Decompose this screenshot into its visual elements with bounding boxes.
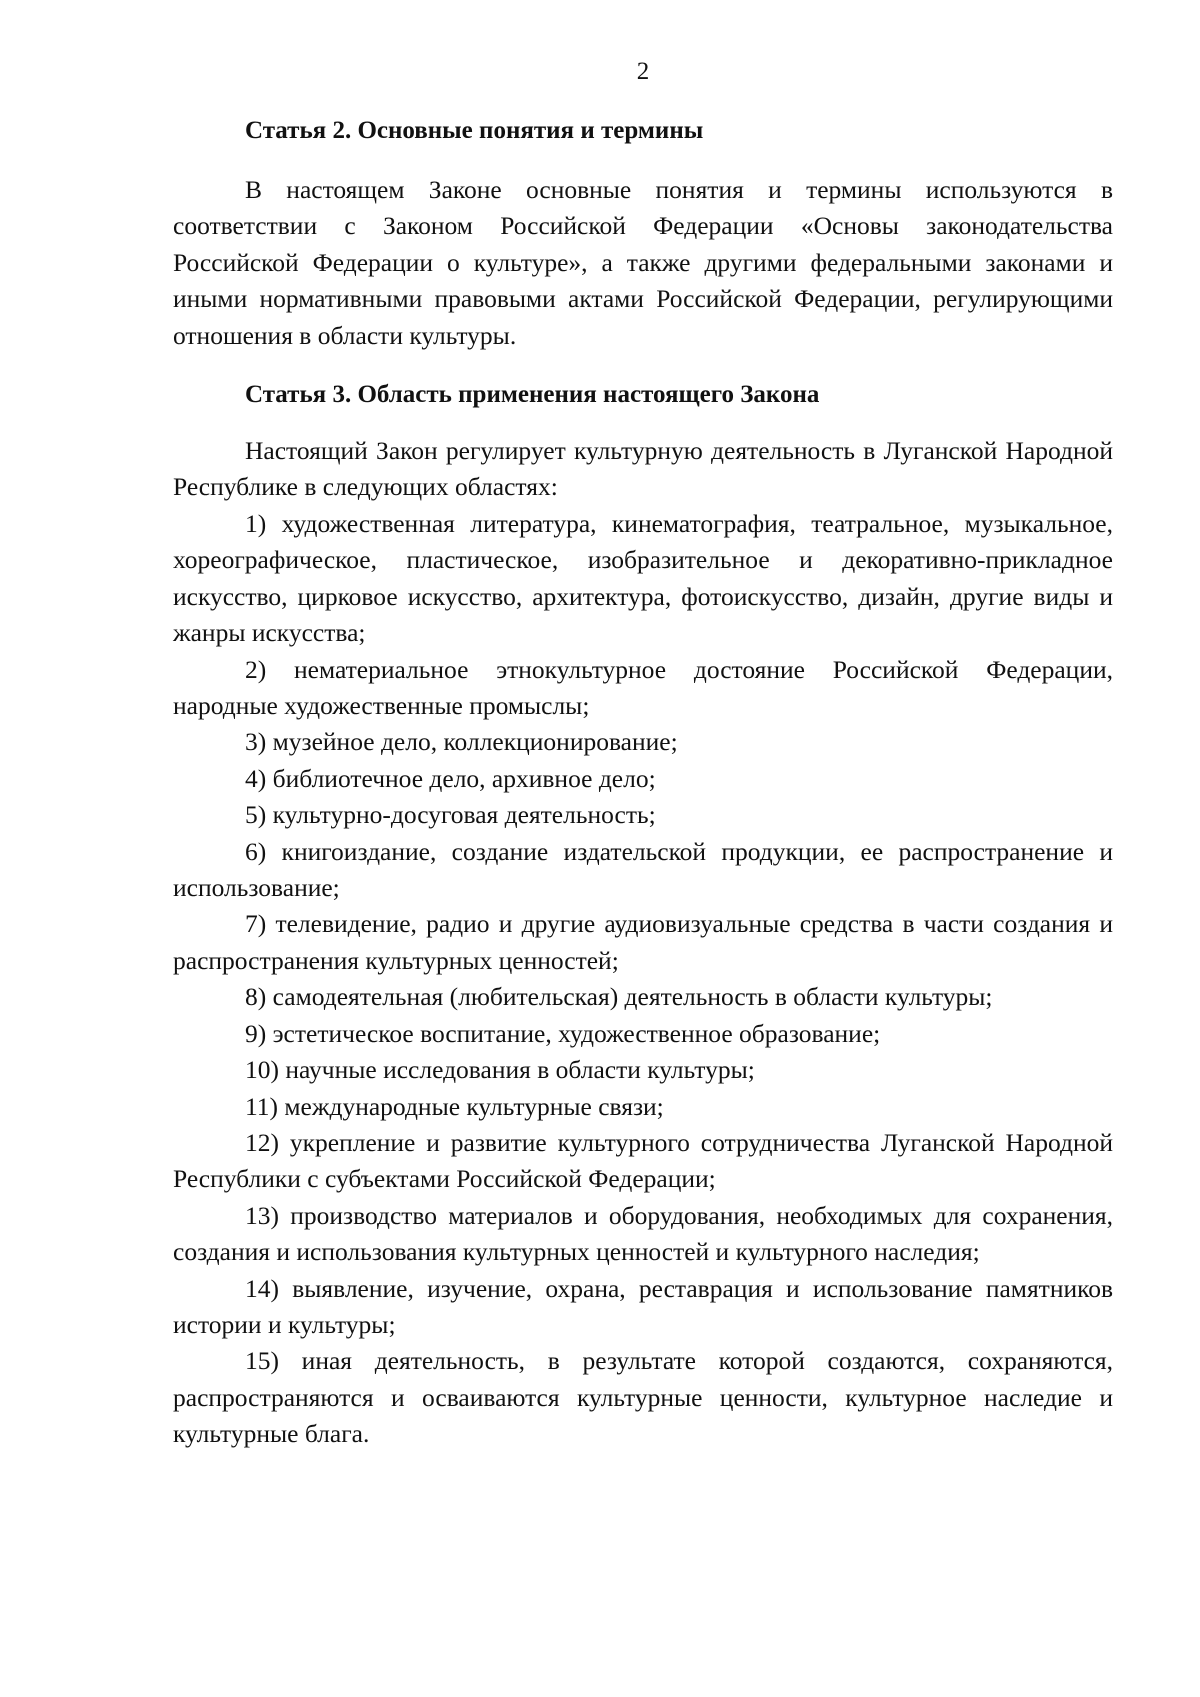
article-2-heading: Статья 2. Основные понятия и термины xyxy=(245,117,704,144)
list-item-10: 10) научные исследования в области культуры; xyxy=(245,1055,755,1085)
list-item-4: 4) библиотечное дело, архивное дело; xyxy=(245,763,656,793)
list-item-5: 5) культурно-досуговая деятельность; xyxy=(245,800,656,830)
list-item-2: 2) нематериальное этнокультурное достояние Российской Федерации, народные художественные промыслы; xyxy=(173,654,1113,721)
list-item-1: 1) художественная литература, кинематография, театральное, музыкальное, хореографическое, пластическое, изобразительное и декоративно-прикладное искусство, цирковое искусство, архитектура, фотоискусство, дизайн, другие виды и жанры искусства; xyxy=(173,509,1113,648)
article-3-heading: Статья 3. Область применения настоящего Закона xyxy=(245,381,820,408)
list-item-9: 9) эстетическое воспитание, художественное образование; xyxy=(245,1018,881,1048)
list-item-14: 14) выявление, изучение, охрана, реставрация и использование памятников истории и культуры; xyxy=(173,1273,1113,1339)
article-3-list xyxy=(173,506,1113,1453)
list-item-13: 13) производство материалов и оборудования, необходимых для сохранения, создания и использования культурных ценностей и культурного наследия; xyxy=(173,1200,1113,1267)
article-2-text: В настоящем Законе основные понятия и термины используются в соответствии с Законом Российской Федерации «Основы законодательства Российской Федерации о культуре», а также другими федеральными законами и иными нормативными правовыми актами Российской Федерации, регулирующими отношения в области культуры. xyxy=(173,175,1113,350)
list-item-3: 3) музейное дело, коллекционирование; xyxy=(245,727,678,757)
list-item-11: 11) международные культурные связи; xyxy=(245,1091,664,1121)
article-3-intro: Настоящий Закон регулирует культурную деятельность в Луганской Народной Республике в следующих областях: xyxy=(173,436,1113,502)
list-item-15: 15) иная деятельность, в результате которой создаются, сохраняются, распространяются и осваиваются культурные ценности, культурное наследие и культурные блага. xyxy=(173,1346,1113,1449)
page-number: 2 xyxy=(636,58,650,85)
list-item-12: 12) укрепление и развитие культурного сотрудничества Луганской Народной Республики с субъектами Российской Федерации; xyxy=(173,1127,1113,1194)
list-item-6: 6) книгоиздание, создание издательской продукции, ее распространение и использование; xyxy=(173,836,1113,903)
list-item-8: 8) самодеятельная (любительская) деятельность в области культуры; xyxy=(245,982,993,1012)
list-item-7: 7) телевидение, радио и другие аудиовизуальные средства в части создания и распространения культурных ценностей; xyxy=(173,909,1113,975)
